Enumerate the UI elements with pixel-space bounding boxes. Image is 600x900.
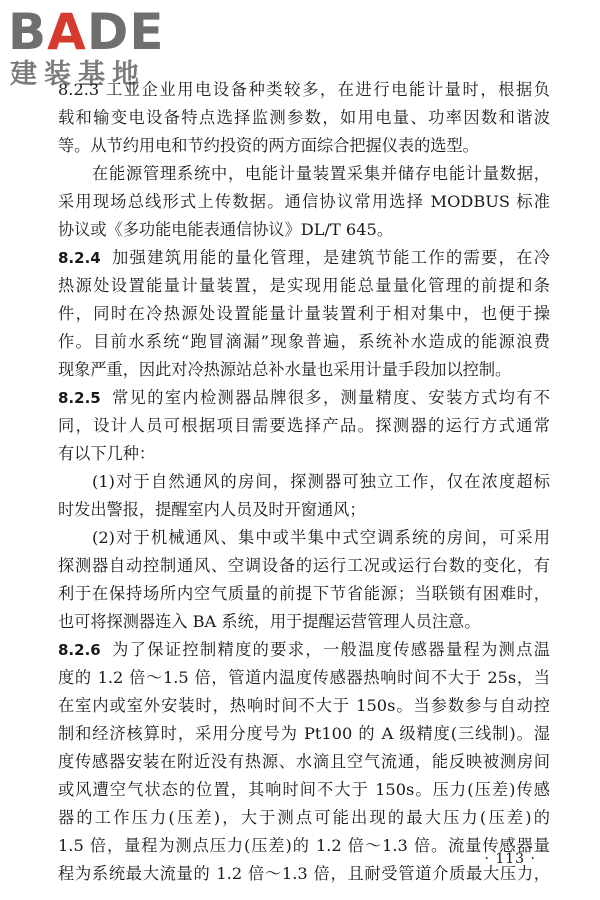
text-line: [58, 692, 550, 720]
logo-letter-b: B: [8, 3, 48, 61]
line-text: 时发出警报，提醒室内人员及时开窗通风；: [58, 500, 366, 519]
line-text: 也可将探测器连入 BA 系统，用于提醒运营管理人员注意。: [58, 612, 481, 631]
logo-letters-de: DE: [86, 3, 165, 61]
line-text: 加强建筑用能的量化管理，是建筑节能工作的需要，在冷: [110, 248, 550, 267]
text-line: [58, 328, 550, 356]
text-line: [58, 664, 550, 692]
line-text: 载和输变电设备特点选择监测参数，如用电量、功率因数和谐波: [58, 108, 550, 127]
text-line: [58, 356, 550, 384]
line-text: 制和经济核算时，采用分度号为 Pt100 的 A 级精度(三线制)。湿: [58, 724, 550, 743]
logo-letter-a: A: [47, 3, 87, 61]
text-line: [58, 244, 550, 272]
text-line: [58, 412, 550, 440]
line-text: 8.2.3 工业企业用电设备种类较多，在进行电能计量时，根据负: [58, 80, 550, 99]
line-text: 同，设计人员可根据项目需要选择产品。探测器的运行方式通常: [58, 416, 550, 435]
line-text: 热源处设置能量计量装置，是实现用能总量量化管理的前提和条: [58, 276, 550, 295]
line-text: 在能源管理系统中，电能计量装置采集并储存电能计量数据，: [92, 164, 550, 183]
line-text: 1.5 倍，量程为测点压力(压差)的 1.2 倍～1.3 倍。流量传感器量: [58, 836, 550, 855]
logo-wordmark: [8, 4, 165, 60]
text-line: [58, 188, 550, 216]
text-line: [58, 76, 550, 104]
text-line: [58, 608, 550, 636]
line-text: 器的工作压力(压差)，大于测点可能出现的最大压力(压差)的: [58, 808, 550, 827]
text-line: [58, 496, 550, 524]
text-line: [58, 636, 550, 664]
line-text: 采用现场总线形式上传数据。通信协议常用选择 MODBUS 标准: [58, 192, 550, 211]
text-line: [58, 776, 550, 804]
section-number: 8.2.4: [58, 249, 101, 267]
line-text: 等。从节约用电和节约投资的两方面综合把握仪表的选型。: [58, 136, 479, 155]
line-text: (1)对于自然通风的房间，探测器可独立工作，仅在浓度超标: [92, 472, 550, 491]
text-line: [58, 580, 550, 608]
line-text: 利于在保持场所内空气质量的前提下节省能源；当联锁有困难时，: [58, 584, 550, 603]
text-line: [58, 860, 550, 888]
text-line: [58, 748, 550, 776]
line-text: 常见的室内检测器品牌很多，测量精度、安装方式均有不: [110, 388, 550, 407]
text-line: [58, 440, 550, 468]
line-text: 在室内或室外安装时，热响时间不大于 150s。当参数参与自动控: [58, 696, 550, 715]
text-line: [58, 160, 550, 188]
line-text: 现象严重，因此对冷热源站总补水量也采用计量手段加以控制。: [58, 360, 512, 379]
line-text: 探测器自动控制通风、空调设备的运行工况或运行台数的变化，有: [58, 556, 550, 575]
line-text: 件，同时在冷热源处设置能量计量装置利于相对集中，也便于操: [58, 304, 550, 323]
line-text: 度传感器安装在附近没有热源、水滴且空气流通，能反映被测房间: [58, 752, 550, 771]
section-number: 8.2.6: [58, 641, 101, 659]
text-line: [58, 552, 550, 580]
text-line: [58, 132, 550, 160]
line-text: 或风遭空气状态的位置，其响时间不大于 150s。压力(压差)传感: [58, 780, 550, 799]
text-line: [58, 804, 550, 832]
line-text: 协议或《多功能电能表通信协议》DL/T 645。: [58, 220, 394, 239]
text-line: [58, 832, 550, 860]
section-number: 8.2.5: [58, 389, 101, 407]
text-line: [58, 720, 550, 748]
text-line: [58, 468, 550, 496]
text-line: [58, 272, 550, 300]
line-text: 为了保证控制精度的要求，一般温度传感器量程为测点温: [110, 640, 550, 659]
text-line: [58, 524, 550, 552]
text-line: [58, 384, 550, 412]
line-text: 作。目前水系统“跑冒滴漏”现象普遍，系统补水造成的能源浪费: [58, 332, 550, 351]
text-line: [58, 300, 550, 328]
line-text: 度的 1.2 倍～1.5 倍，管道内温度传感器热响时间不大于 25s，当: [58, 668, 550, 687]
document-body: [58, 76, 550, 888]
logo-subtitle: 建装基地: [10, 59, 146, 90]
page-number: · 113 ·: [484, 851, 536, 867]
text-line: [58, 216, 550, 244]
line-text: 有以下几种：: [58, 444, 156, 463]
text-line: [58, 104, 550, 132]
line-text: 程为系统最大流量的 1.2 倍～1.3 倍，且耐受管道介质最大压力，: [58, 864, 550, 883]
line-text: (2)对于机械通风、集中或半集中式空调系统的房间，可采用: [92, 528, 550, 547]
